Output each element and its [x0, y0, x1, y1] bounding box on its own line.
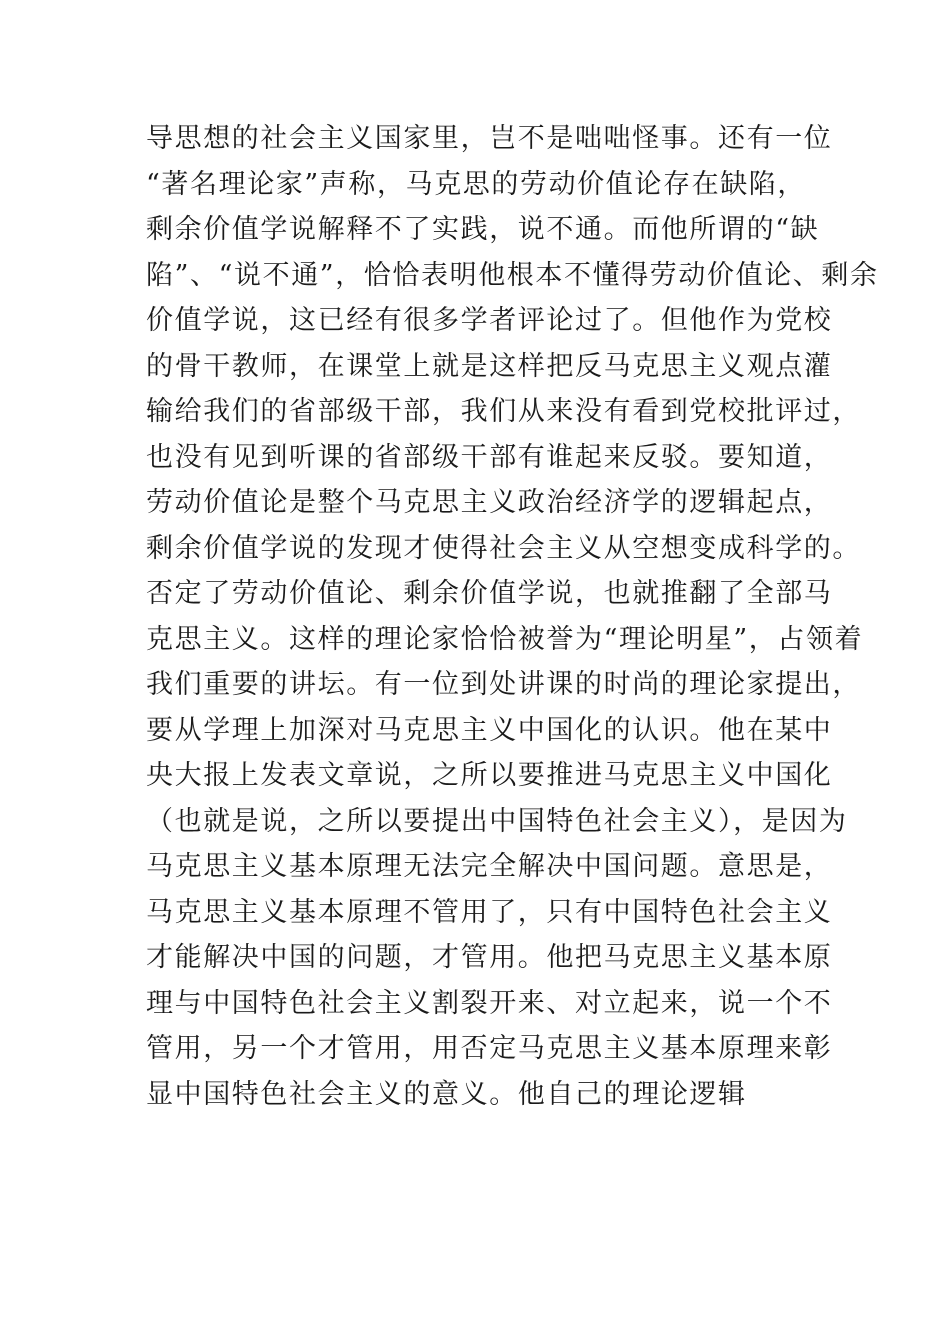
text-line-13: 我们重要的讲坛。有一位到处讲课的时尚的理论家提出，: [146, 669, 861, 700]
text-line-9: 劳动价值论是整个马克思主义政治经济学的逻辑起点，: [146, 487, 833, 518]
text-line-17: 马克思主义基本原理无法完全解决中国问题。意思是，: [146, 851, 833, 882]
text-line-21: 管用，另一个才管用，用否定马克思主义基本原理来彰: [146, 1033, 833, 1064]
text-line-11: 否定了劳动价值论、剩余价值学说，也就推翻了全部马: [146, 578, 833, 609]
text-line-19: 才能解决中国的问题，才管用。他把马克思主义基本原: [146, 942, 833, 973]
text-line-3: 剩余价值学说解释不了实践，说不通。而他所谓的“缺: [146, 214, 820, 245]
text-line-2: “著名理论家”声称，马克思的劳动价值论存在缺陷，: [146, 168, 807, 200]
text-line-14: 要从学理上加深对马克思主义中国化的认识。他在某中: [146, 714, 833, 746]
text-line-16: （也就是说，之所以要提出中国特色社会主义），是因为: [146, 805, 848, 837]
text-line-18: 马克思主义基本原理不管用了，只有中国特色社会主义: [146, 896, 833, 928]
text-line-10: 剩余价值学说的发现才使得社会主义从空想变成科学的。: [146, 532, 861, 564]
text-line-6: 的骨干教师，在课堂上就是这样把反马克思主义观点灌: [146, 350, 833, 382]
text-line-15: 央大报上发表文章说，之所以要推进马克思主义中国化: [146, 760, 833, 791]
text-line-22: 显中国特色社会主义的意义。他自己的理论逻辑: [146, 1078, 747, 1110]
text-line-8: 也没有见到听课的省部级干部有谁起来反驳。要知道，: [146, 441, 833, 473]
text-line-1: 导思想的社会主义国家里，岂不是咄咄怪事。还有一位: [146, 123, 833, 154]
text-line-4: 陷”、“说不通”，恰恰表明他根本不懂得劳动价值论、剩余: [146, 259, 879, 291]
text-line-20: 理与中国特色社会主义割裂开来、对立起来，说一个不: [146, 987, 833, 1019]
text-line-5: 价值学说，这已经有很多学者评论过了。但他作为党校: [146, 305, 833, 336]
body-text: [146, 116, 879, 1117]
text-line-7: 输给我们的省部级干部，我们从来没有看到党校批评过，: [146, 396, 861, 427]
text-line-12: 克思主义。这样的理论家恰恰被誉为“理论明星”，占领着: [146, 623, 864, 655]
